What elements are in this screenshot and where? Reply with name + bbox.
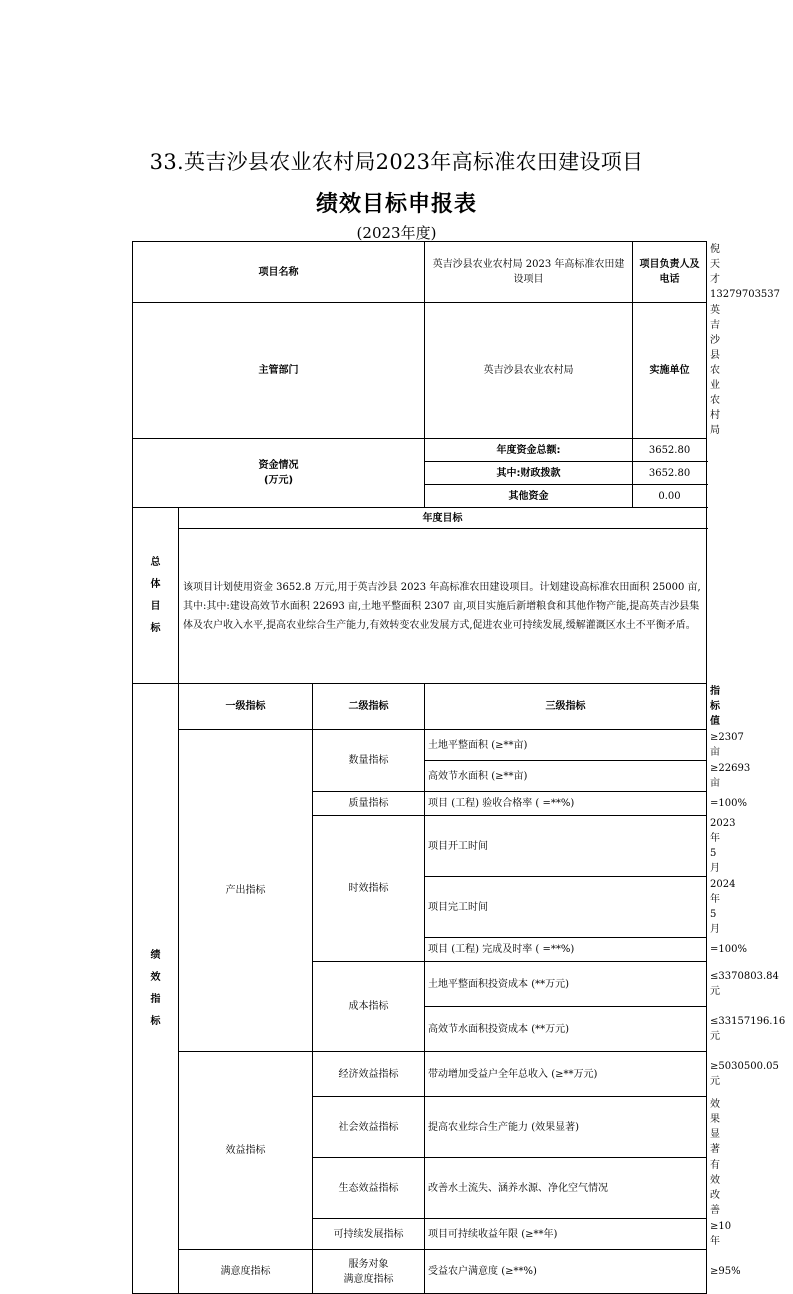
- contact-label: 项目负责人及电话: [633, 242, 707, 303]
- side-char: 标: [150, 622, 161, 634]
- level3-item: 高效节水面积投资成本 (**万元): [425, 1007, 707, 1052]
- funds-row-label: 其他资金: [425, 485, 633, 508]
- side-char: 目: [150, 600, 161, 612]
- impl-label: 实施单位: [633, 303, 707, 439]
- side-char: 总: [150, 556, 161, 568]
- col-header-level2: 二级指标: [313, 684, 425, 730]
- level2-time: 时效指标: [313, 816, 425, 962]
- level3-item: 高效节水面积 (≥**亩): [425, 761, 707, 792]
- level3-item: 项目完工时间: [425, 877, 707, 938]
- performance-table: 项目名称 英吉沙县农业农村局 2023 年高标准农田建设项目 项目负责人及电话 倪天才 13279703537 主管部门 英吉沙县农业农村局 实施单位 英吉沙县农业 农村局 资金情况 (万元) 年度资金总额: 3652.80 其中:财政拨款 3652.80 其他资金 0.00 总 体 目 标 年度目标 该项目计划使用资金 3652.8 万元,用于英吉沙县 2023 年高标准农田建设项目。计划建设高标准农田面积 25000 亩,其中:其中:建设高效节水面积 22693 亩,土地平整面积 2307 亩,项目实施后新增粮食和其他作物产能,提高英吉沙县集体及农户收入水平,提高农业综合生产能力,有效转变农业发展方式,促进农业可持续发展,缓解灌溉区水土不平衡矛盾。 绩 效 指 标 一级指标 二级指标 三级指标 指标值 产出指标 数量指标 土地平整面积 (≥**亩) ≥2307 亩 高效节水面积 (≥**亩) ≥22693 亩 质量指标 项目 (工程) 验收合格率 ( =**%) =100% 时效指标 项目开工时间 2023 年 5 月 项目完工时间 2024 年 5 月 项目 (工程) 完成及时率 ( =**%) =100% 成本指标 土地平整面积投资成本 (**万元) ≤3370803.84 元 高效节水面积投资成本 (**万元) ≤33157196.16 元 效益指标 经济效益指标 带动增加受益户全年总收入 (≥**万元) ≥5030500.05 元 社会效益指标 提高农业综合生产能力 (效果显著) 效果显著 生态效益指标 改善水土流失、涵养水源、净化空气情况 有效改善 可持续发展指标 项目可持续收益年限 (≥**年) ≥10 年 满意度指标 服务对象 满意度指标 受益农户满意度 (≥**%) ≥95%: [132, 241, 707, 1294]
- overall-side-label: [133, 508, 179, 684]
- level2-quantity: 数量指标: [313, 730, 425, 792]
- page-title-line2: 绩效目标申报表: [315, 191, 477, 217]
- level3-item: 项目开工时间: [425, 816, 707, 877]
- year-label: (2023年度): [356, 224, 437, 242]
- level1-output: 产出指标: [179, 730, 313, 1052]
- level3-item: 项目 (工程) 完成及时率 ( =**%): [425, 938, 707, 962]
- funds-row-label: 其中:财政拨款: [425, 462, 633, 485]
- level1-satisfaction: 满意度指标: [179, 1250, 313, 1294]
- funds-label-line1: 资金情况: [258, 460, 299, 471]
- funds-label: [133, 439, 425, 508]
- project-name-label: 项目名称: [133, 242, 425, 303]
- page-title-line1: 33.英吉沙县农业农村局2023年高标准农田建设项目: [149, 150, 644, 174]
- level3-item: 项目 (工程) 验收合格率 ( =**%): [425, 792, 707, 816]
- level2-quality: 质量指标: [313, 792, 425, 816]
- level3-item: 受益农户满意度 (≥**%): [425, 1250, 707, 1294]
- side-char: 指: [150, 993, 161, 1005]
- perf-side-label: [133, 684, 179, 1294]
- side-char: 体: [150, 578, 161, 590]
- funds-row-label: 年度资金总额:: [425, 439, 633, 462]
- level2-service-line1: 服务对象: [348, 1258, 389, 1270]
- annual-goal-header: 年度目标: [179, 508, 707, 529]
- level2-economic: 经济效益指标: [313, 1052, 425, 1097]
- level2-ecological: 生态效益指标: [313, 1158, 425, 1219]
- annual-goal-text: 该项目计划使用资金 3652.8 万元,用于英吉沙县 2023 年高标准农田建设项目。计划建设高标准农田面积 25000 亩,其中:其中:建设高效节水面积 22693 亩,土地平整面积 2307 亩,项目实施后新增粮食和其他作物产能,提高英吉沙县集体及农户收入水平,提高农业综合生产能力,有效转变农业发展方式,促进农业可持续发展,缓解灌溉区水土不平衡矛盾。: [179, 529, 707, 684]
- level3-item: 土地平整面积投资成本 (**万元): [425, 962, 707, 1007]
- dept-value: 英吉沙县农业农村局: [425, 303, 633, 439]
- level2-service-line2: 满意度指标: [343, 1273, 394, 1285]
- level3-item: 项目可持续收益年限 (≥**年): [425, 1219, 707, 1250]
- col-header-level1: 一级指标: [179, 684, 313, 730]
- level3-item: 提高农业综合生产能力 (效果显著): [425, 1097, 707, 1158]
- level3-item: 改善水土流失、涵养水源、净化空气情况: [425, 1158, 707, 1219]
- funds-row-value: 3652.80: [633, 462, 707, 485]
- side-char: 效: [150, 971, 161, 983]
- dept-label: 主管部门: [133, 303, 425, 439]
- side-char: 标: [150, 1015, 161, 1027]
- side-char: 绩: [150, 949, 161, 961]
- funds-label-line2: (万元): [263, 475, 294, 486]
- level2-service: [313, 1250, 425, 1294]
- level3-item: 土地平整面积 (≥**亩): [425, 730, 707, 761]
- level1-benefit: 效益指标: [179, 1052, 313, 1250]
- funds-row-value: 0.00: [633, 485, 707, 508]
- col-header-level3: 三级指标: [425, 684, 707, 730]
- level2-sustainable: 可持续发展指标: [313, 1219, 425, 1250]
- level2-cost: 成本指标: [313, 962, 425, 1052]
- funds-row-value: 3652.80: [633, 439, 707, 462]
- level3-item: 带动增加受益户全年总收入 (≥**万元): [425, 1052, 707, 1097]
- level2-social: 社会效益指标: [313, 1097, 425, 1158]
- project-name-value: 英吉沙县农业农村局 2023 年高标准农田建设项目: [425, 242, 633, 303]
